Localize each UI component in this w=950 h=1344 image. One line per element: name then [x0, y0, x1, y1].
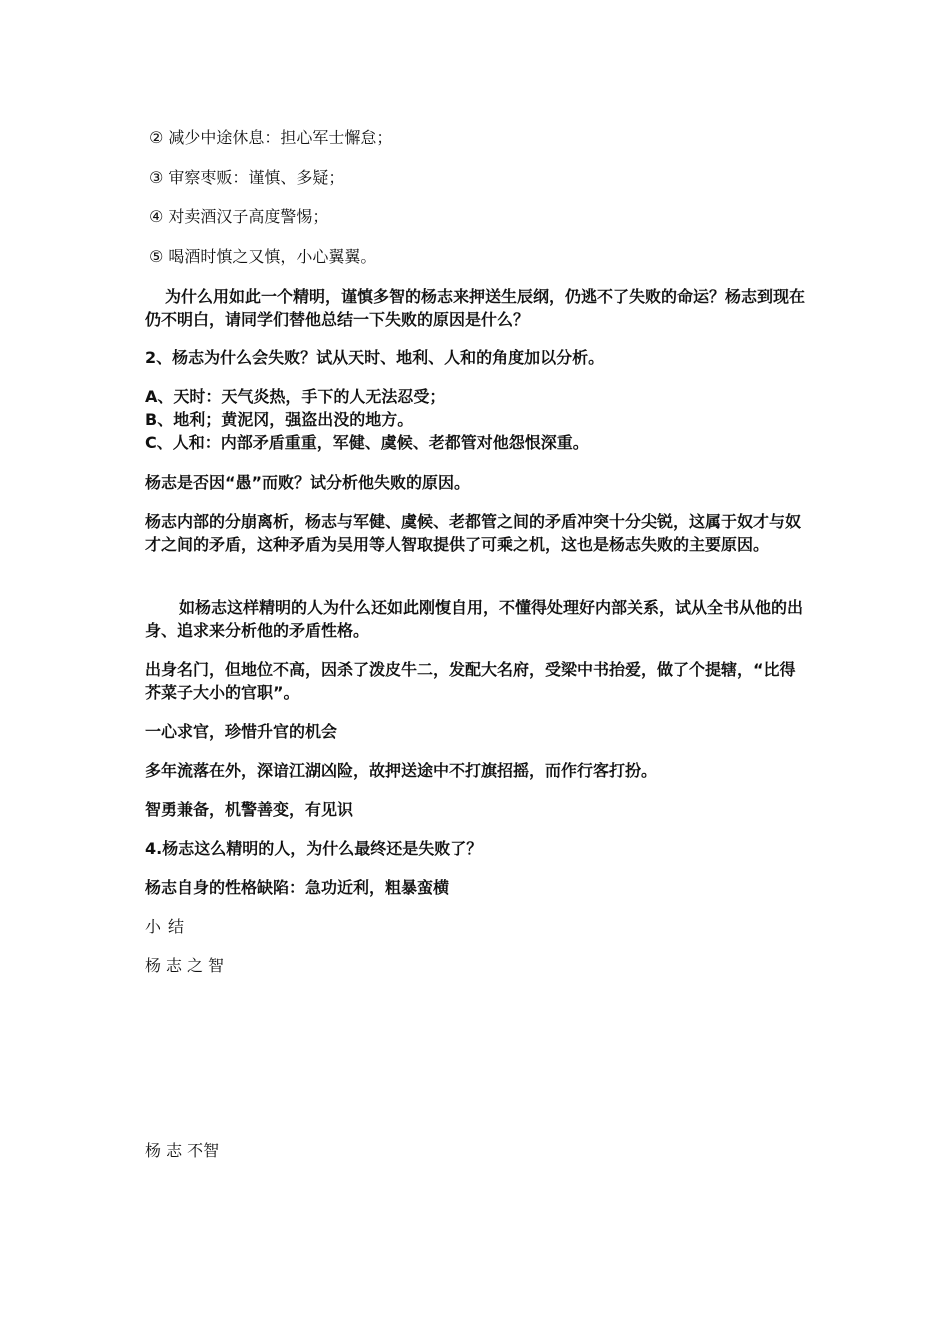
list-item: ⑤ 喝酒时慎之又慎，小心翼翼。: [149, 247, 377, 266]
list-item: ② 减少中途休息：担心军士懈怠；: [149, 128, 393, 147]
answer-3: 杨志内部的分崩离析，杨志与军健、虞候、老都管之间的矛盾冲突十分尖锐，这属于奴才与奴才之间的矛盾，这种矛盾为吴用等人智取提供了可乘之机，这也是杨志失败的主要原因。: [145, 512, 802, 554]
analysis-dili: B、地利；黄泥冈，强盗出没的地方。: [145, 410, 414, 429]
question-4: 4.杨志这么精明的人，为什么最终还是失败了？: [145, 839, 483, 858]
character-point: 出身名门，但地位不高，因杀了泼皮牛二，发配大名府，受梁中书抬爱，做了个提辖，“比得芥菜子大小的官职”。: [145, 660, 796, 702]
analysis-tianshi: A、天时：天气炎热，手下的人无法忍受；: [145, 387, 446, 406]
summary-title: 小结: [145, 917, 192, 936]
question-character: 如杨志这样精明的人为什么还如此刚愎自用，不懂得处理好内部关系，试从全书从他的出身、追求来分析他的矛盾性格。: [145, 598, 804, 640]
list-item: ③ 审察枣贩：谨慎、多疑；: [149, 168, 345, 187]
character-point: 智勇兼备，机警善变，有见识: [145, 800, 354, 819]
question-2: 2、杨志为什么会失败？试从天时、地利、人和的角度加以分析。: [145, 348, 605, 367]
summary-unwise: 杨 志 不智: [145, 1141, 220, 1160]
list-item: ④ 对卖酒汉子高度警惕；: [149, 207, 329, 226]
answer-4: 杨志自身的性格缺陷：急功近利，粗暴蛮横: [145, 878, 450, 897]
question-intro: 为什么用如此一个精明，谨慎多智的杨志来押送生辰纲，仍逃不了失败的命运？杨志到现在仍不明白，请同学们替他总结一下失败的原因是什么？: [145, 287, 806, 329]
summary-wise: 杨志之智: [145, 956, 230, 975]
question-3: 杨志是否因“愚”而败？试分析他失败的原因。: [145, 473, 471, 492]
analysis-renhe: C、人和：内部矛盾重重，军健、虞候、老都管对他怨恨深重。: [145, 433, 589, 452]
character-point: 一心求官，珍惜升官的机会: [145, 722, 338, 741]
character-point: 多年流落在外，深谙江湖凶险，故押送途中不打旗招摇，而作行客打扮。: [145, 761, 658, 780]
